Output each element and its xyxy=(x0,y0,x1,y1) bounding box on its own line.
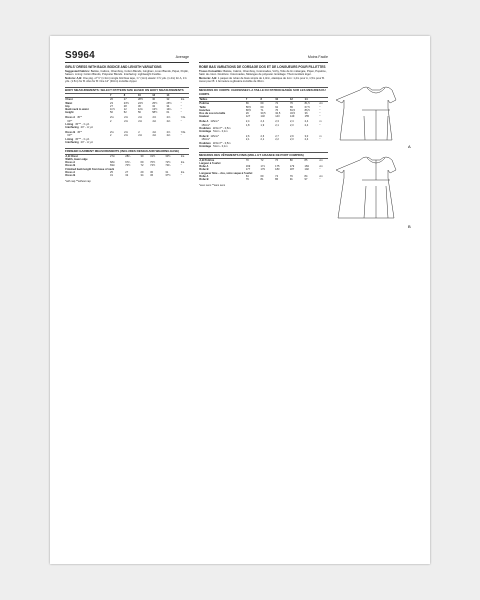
finished-value: 179 xyxy=(289,165,295,169)
fabric-width: 150cm* xyxy=(201,123,211,127)
yardage-value: 2⅝ xyxy=(166,116,171,120)
measurement-value: " xyxy=(180,108,182,112)
measurement-label: Dos du cou à la taille xyxy=(199,112,226,116)
english-column xyxy=(65,50,189,183)
measurement-value: 86,5 xyxy=(304,108,310,112)
finished-value: 70½ xyxy=(125,164,131,168)
measurement-value: 29 xyxy=(245,112,249,116)
fabric-width: 115cm** - 0,5m xyxy=(212,141,231,145)
finished-chest-value: 33½ xyxy=(165,154,171,158)
measurement-value: 132 xyxy=(260,115,265,119)
fabrics-text: Suggested Fabrics: Batiste, Calicos, Chambray, Cotton Blends, Gingham, Linen Blends, Piqué, Poplin, Sateen. Lining: Cotton Blends, Polyester Blends. Interfacing: Lightweight Fusible. xyxy=(65,69,189,77)
length-label: Robe A xyxy=(199,174,209,178)
length-value: " xyxy=(319,178,321,182)
length-value: " xyxy=(180,174,182,178)
length-value: 27 xyxy=(125,170,129,174)
yardage-value: 2,9 xyxy=(289,135,294,139)
length-heading: Longueur finie – dos, votre saque à l'ourlet xyxy=(199,171,253,175)
measurement-value: 71 xyxy=(260,108,264,112)
finished-value: 183 xyxy=(275,168,280,172)
english-header xyxy=(65,50,189,63)
yardage-value: 2,6 xyxy=(245,135,250,139)
yardage-value xyxy=(124,141,138,144)
length-value: 74 xyxy=(275,174,279,178)
finished-value: 73¼ xyxy=(165,164,171,168)
length-label: Robe B xyxy=(199,178,209,182)
size-header-label: Tailles xyxy=(199,98,245,102)
length-value: 81 xyxy=(260,178,264,182)
length-heading: Finished back length from base of neck xyxy=(65,167,115,171)
view-name: Dress B xyxy=(65,131,76,135)
yardage-value xyxy=(275,145,290,148)
view-b-label: B xyxy=(408,224,411,229)
measurement-value: cm xyxy=(319,102,323,106)
measurement-value: 32 xyxy=(166,98,170,102)
length-value: 37½ xyxy=(165,174,171,178)
size-header-cell: 12 xyxy=(152,94,166,98)
measurement-value: 61 xyxy=(166,111,170,115)
measurement-value: 34,5 xyxy=(289,112,295,116)
measurement-value: 52 xyxy=(123,111,127,115)
notions-text: Notions: A,B: One pkg. of ½" (1.3cm) single fold bias tape, ¾" (1cm) elastic: 1½ yds. (1.4m) for A, 1⅝ yds. (1.5m) for B. Also for B: One 12" (30cm) invisible zipper. xyxy=(65,77,187,84)
garment-title-fr: ROBE BAS VARIATIONS DE CORSAGE DOS ET DE LONGUEURS POUR FILLETTES xyxy=(199,65,326,69)
fabric-width: 60"* xyxy=(67,134,73,138)
finished-measurements-heading-fr: MESURES DES VÊTEMENTS FINIS (MOLL ET AISANCE DE PORT COMPRIS) xyxy=(199,152,328,159)
yardage-value: 2⅛ xyxy=(124,131,128,135)
measurement-label: Hanches xyxy=(199,108,211,112)
length-value: Ins. xyxy=(180,170,185,174)
view-a-label: A xyxy=(408,144,411,149)
length-value: 25 xyxy=(110,170,113,174)
measurement-value: 12¾ xyxy=(137,108,144,112)
yardage-value: 2⅛ xyxy=(138,116,142,120)
measurement-value: 34 xyxy=(166,104,170,108)
size-header-cell: 10 xyxy=(275,98,290,102)
yardage-value: 2,4 xyxy=(304,123,309,127)
finished-value: cm xyxy=(319,165,323,169)
finished-label: Dress A xyxy=(65,161,76,165)
fabric-width: 51cm - 0,1m xyxy=(213,145,228,149)
finished-value: 192 xyxy=(304,168,309,172)
yardage-value: " xyxy=(180,119,182,123)
measurement-label: Taille xyxy=(199,105,206,109)
yardage-value: m xyxy=(319,135,322,139)
measurement-value: " xyxy=(319,108,321,112)
body-measurements-heading: BODY MEASUREMENTS: SELECT PATTERN SIZE BASED ON BODY MEASUREMENTS xyxy=(65,87,189,94)
size-header-cell: 8 xyxy=(123,94,137,98)
finished-value: 187 xyxy=(289,168,295,172)
skill-level: Average xyxy=(175,55,189,59)
finished-chest-value: 70 xyxy=(245,158,249,162)
finished-measurements-table xyxy=(65,155,189,178)
yardage-value: 2,3 xyxy=(289,123,294,127)
view-name: Interfacing xyxy=(65,126,79,130)
finished-value: 68¼ xyxy=(110,161,116,165)
finished-chest-value: 76 xyxy=(275,158,279,162)
view-name: Doublure xyxy=(199,126,211,130)
measurement-value: Ins. xyxy=(180,98,185,102)
yardage-value xyxy=(245,145,260,148)
body-measurements-heading-fr: MESURES DU CORPS: CHOISISSEZ LA TAILLE DU PATRON BASÉE SUR LES MESURES DU CORPS xyxy=(199,87,328,98)
yardage-value xyxy=(319,145,328,148)
length-value: 34 xyxy=(140,174,144,178)
finished-chest-value: cm xyxy=(319,158,323,162)
body-measurements-table xyxy=(65,94,189,115)
finished-chest-value: 28¼ xyxy=(125,154,131,158)
measurement-value: 127 xyxy=(245,115,251,119)
width-heading: Width, lower edge xyxy=(65,157,88,161)
view-name: Entoilage xyxy=(199,130,212,134)
measurement-label: Hauteur xyxy=(199,115,210,119)
measurement-value: 27 xyxy=(123,98,127,102)
size-header-cell: 10 xyxy=(138,94,152,98)
finished-value: 72 xyxy=(140,164,144,168)
measurement-label: Chest xyxy=(65,98,73,102)
fabric-width: 45"** - ⅝ yd. xyxy=(75,137,90,141)
yardage-value: 2⅝ xyxy=(152,116,157,120)
length-label: Dress B xyxy=(65,174,76,178)
yardage-value: 2⅝ xyxy=(166,131,171,135)
yardage-value: 2 xyxy=(138,131,140,135)
size-header-cell: 14 xyxy=(304,98,319,102)
finished-length-row xyxy=(199,178,328,181)
finished-chest-value: 80 xyxy=(289,158,293,162)
view-name: Interfacing xyxy=(65,141,79,145)
measurement-value: 149 xyxy=(289,115,295,119)
length-value: cm xyxy=(319,174,323,178)
fabric-width: 115cm* xyxy=(210,120,219,124)
fabrics-text-fr: Tissus Conseillés: Batiste, Calicot, Chambray, Cotonnades, Vichy, Toile de lin mélangée, Piqué, Popeline, Satin de coton. Doublure: Cotonnades, Mélanges de polyester. Entoilage: Thermocollant léger. xyxy=(199,69,327,77)
measurement-value: 155 xyxy=(304,115,309,119)
yardage-value: " xyxy=(319,138,321,142)
measurement-value: 13½ xyxy=(152,108,158,112)
yardage-value: 2⅛ xyxy=(124,116,128,120)
yardage-table xyxy=(65,115,189,145)
measurement-value: 26½ xyxy=(166,101,172,105)
size-header-cell: 8 xyxy=(260,98,275,102)
fabric-width: 115cm* xyxy=(210,135,220,139)
measurement-value: 28 xyxy=(123,104,127,108)
measurement-value: 60 xyxy=(260,105,264,109)
measurement-label: Height xyxy=(65,111,74,115)
length-value: 97 xyxy=(304,178,308,182)
finished-chest-value: 30 xyxy=(140,154,144,158)
yardage-value: 3,0 xyxy=(304,135,309,139)
finished-value: 184 xyxy=(304,165,309,169)
yardage-value: 2,4 xyxy=(289,120,294,124)
size-header-cell: 14 xyxy=(166,94,180,98)
yardage-row xyxy=(199,145,328,148)
fabric-width: 150cm* xyxy=(201,138,211,142)
yardage-value xyxy=(290,145,305,148)
measurement-value: 12 xyxy=(123,108,127,112)
measurement-value: 32,5 xyxy=(275,112,281,116)
yardage-value xyxy=(152,141,166,144)
length-value: 64 xyxy=(245,174,249,178)
measurement-value: 76 xyxy=(289,102,293,106)
finished-value: 72½ xyxy=(165,161,171,165)
yardage-value: 2⅛ xyxy=(138,134,142,138)
yardage-value: 2⅛ xyxy=(152,119,157,123)
measurement-label: Back neck to waist xyxy=(65,108,89,112)
finished-measurements-table-fr xyxy=(199,159,328,182)
measurement-value: 58½ xyxy=(152,111,158,115)
fabric-width: 20" - ⅛ yd. xyxy=(80,141,94,145)
yardage-row xyxy=(65,141,189,144)
yardage-value: m xyxy=(319,120,322,124)
finished-value: Ins. xyxy=(180,161,185,165)
pattern-envelope-back xyxy=(50,36,430,564)
measurement-value: " xyxy=(319,112,321,116)
yardage-value: 2,1 xyxy=(260,138,265,142)
yardage-value xyxy=(180,141,189,144)
yardage-value xyxy=(260,145,275,148)
measurement-value: " xyxy=(180,101,182,105)
measurement-value: 36 xyxy=(304,112,308,116)
measurement-value: 143 xyxy=(275,115,280,119)
notions-text-fr: Mercerie: A,B: 1 paquet de ruban de biais simple de 1,3cm, élastique de 1cm: 1,4m pour A, 1,5m pour B. Aussi pour B: 1 fermeture à glissière invisible de 30cm. xyxy=(199,77,325,84)
yardage-value: 2,1 xyxy=(245,138,250,142)
measurement-value: 72 xyxy=(275,102,279,106)
yardage-label xyxy=(199,145,245,148)
yardage-value: 2,3 xyxy=(275,120,279,124)
yardage-value: 2,7 xyxy=(275,135,279,139)
measurement-value: " xyxy=(319,115,321,119)
garment-title: GIRLS' DRESS WITH BACK BODICE AND LENGTH VARIATIONS xyxy=(65,65,162,69)
measurement-value: 30,5 xyxy=(260,112,266,116)
size-header-cell: 7 xyxy=(245,98,260,102)
finished-chest-label: A,B Chest xyxy=(65,154,78,158)
yardage-value xyxy=(138,141,152,144)
length-value: 31 xyxy=(110,174,113,178)
yardage-value: 2⅛ xyxy=(152,131,157,135)
measurement-value: 69 xyxy=(260,102,264,106)
measurement-value: 62 xyxy=(275,105,279,109)
yardage-value xyxy=(166,141,180,144)
view-name: Robe A xyxy=(199,120,209,124)
finished-measurements-heading: FINISHED GARMENT MEASUREMENTS (INCLUDES DESIGN AND WEARING EASE) xyxy=(65,148,189,155)
view-name: Lining xyxy=(65,122,74,126)
measurement-value: 58,5 xyxy=(245,105,251,109)
view-name: Robe B xyxy=(199,135,209,139)
measurement-value: 81,5 xyxy=(304,102,310,106)
measurement-value: 81,5 xyxy=(289,108,295,112)
yardage-value: 2⅛ xyxy=(124,134,128,138)
measurement-value: 66 xyxy=(245,102,249,106)
yardage-value xyxy=(110,141,124,144)
length-value: 91 xyxy=(289,178,293,182)
finished-value: 69 xyxy=(140,161,144,165)
finished-chest-value: 72 xyxy=(260,158,264,162)
length-value: 36 xyxy=(150,174,154,178)
length-value: 29 xyxy=(140,170,144,174)
yardage-value: 2⅛ xyxy=(110,116,114,120)
dress-flat-sketches xyxy=(334,82,424,232)
view-b-dress-sketch xyxy=(336,157,396,218)
measurement-value: 76 xyxy=(275,108,279,112)
yardage-label xyxy=(65,141,110,144)
fabric-width: 20" - ⅛ yd. xyxy=(80,126,94,130)
pattern-number: S9964 xyxy=(65,50,95,61)
measurement-value: 68,5 xyxy=(245,108,251,112)
technical-drawings xyxy=(334,82,424,232)
fabric-width: 115cm** - 0,5m xyxy=(212,126,231,130)
yardage-value: 2,3 xyxy=(289,138,294,142)
yardage-value: " xyxy=(319,123,321,127)
yardage-value: Yds. xyxy=(180,131,186,135)
finished-value: " xyxy=(180,164,182,168)
finished-label: Robe B xyxy=(199,168,209,172)
yardage-value: 2,4 xyxy=(260,120,265,124)
finished-value: 67¼ xyxy=(125,161,131,165)
measurement-value: 14¼ xyxy=(166,108,172,112)
yardage-value: 2,4 xyxy=(245,120,250,124)
view-name: Entoilage xyxy=(199,145,212,149)
yardage-value: 2⅛ xyxy=(166,134,171,138)
measurement-value: 25½ xyxy=(152,101,158,105)
finished-value: 70½ xyxy=(150,161,156,165)
length-value: 69 xyxy=(260,174,264,178)
yardage-value: 1,8 xyxy=(245,123,250,127)
measurement-value: 23½ xyxy=(123,101,129,105)
measurement-value: 23 xyxy=(110,101,113,105)
length-value: 84 xyxy=(304,174,308,178)
fabric-width: 45"* xyxy=(77,131,83,135)
footnote: *with nap **without nap xyxy=(65,179,91,183)
width-heading: Largeur à l'ourlet xyxy=(199,161,221,165)
fabric-width: 51cm - 0,1m xyxy=(213,130,228,134)
skill-level-fr: Moins Facile xyxy=(307,55,328,59)
yardage-table-fr xyxy=(199,119,328,149)
length-value: 79 xyxy=(245,178,249,182)
length-value: 32 xyxy=(125,174,129,178)
yardage-value: 2,2 xyxy=(275,138,279,142)
measurement-value: 27 xyxy=(110,104,113,108)
yardage-value: 2 xyxy=(110,134,112,138)
measurement-value: 24½ xyxy=(137,101,144,105)
finished-label: Robe A xyxy=(199,165,209,169)
finished-length-row xyxy=(65,174,189,177)
yardage-value: 2,6 xyxy=(260,135,265,139)
finished-value: 169 xyxy=(245,165,251,169)
finished-chest-value: 27¼ xyxy=(110,154,116,158)
measurement-value: 50 xyxy=(110,111,113,115)
yardage-value: 2⅛ xyxy=(152,134,157,138)
finished-value: 72½ xyxy=(150,164,156,168)
yardage-value: 2 xyxy=(110,119,112,123)
yardage-value: Yds. xyxy=(180,116,186,120)
size-header-cell: 7 xyxy=(110,94,124,98)
finished-value: 175 xyxy=(275,165,280,169)
yardage-value: 2⅛ xyxy=(138,119,142,123)
measurement-value: " xyxy=(319,105,321,109)
yardage-value: 1,9 xyxy=(260,123,265,127)
yardage-value: 2,1 xyxy=(275,123,279,127)
finished-chest-value: Ins. xyxy=(180,154,185,158)
measurement-label: Waist xyxy=(65,101,73,105)
fabric-width: 45"** - ⅝ yd. xyxy=(75,122,90,126)
fabric-width: 60"* xyxy=(67,119,73,123)
length-label: Dress A xyxy=(65,170,76,174)
measurement-value: 67,5 xyxy=(304,105,310,109)
measurement-value: 30 xyxy=(152,98,156,102)
yardage-value: 2⅛ xyxy=(166,119,171,123)
measurement-value: " xyxy=(180,111,182,115)
yardage-value: 2,4 xyxy=(304,120,309,124)
yardage-value xyxy=(304,145,319,148)
length-value: 79 xyxy=(289,174,293,178)
finished-value: 171 xyxy=(260,165,265,169)
fabric-width: 45"* xyxy=(77,116,82,120)
length-value: 86 xyxy=(275,178,279,182)
view-a-dress-sketch xyxy=(336,87,396,140)
finished-chest-label: A,B Poitrine xyxy=(199,158,215,162)
measurement-value: 65 xyxy=(289,105,293,109)
measurement-value: " xyxy=(180,104,182,108)
yardage-value: 2⅛ xyxy=(110,131,114,135)
french-column xyxy=(199,50,328,187)
body-measurements-table-fr xyxy=(199,98,328,119)
measurement-label: Poitrine xyxy=(199,102,210,106)
yardage-value: 2,4 xyxy=(304,138,309,142)
length-value: 31 xyxy=(165,170,169,174)
finished-value: 69¼ xyxy=(110,164,116,168)
measurement-value: 32 xyxy=(152,104,156,108)
length-value: 30 xyxy=(150,170,154,174)
measurement-value: 11½ xyxy=(110,108,115,112)
finished-value: 177 xyxy=(245,168,251,172)
finished-label: Dress B xyxy=(65,164,76,168)
view-name: Lining xyxy=(65,137,74,141)
finished-value: 179 xyxy=(260,168,265,172)
finished-chest-value: 85 xyxy=(304,158,308,162)
measurement-value: 30 xyxy=(137,104,141,108)
footnote-fr: *avec sens **sans sens xyxy=(199,183,226,187)
measurement-value: 28½ xyxy=(137,98,144,102)
yardage-value: 2⅛ xyxy=(124,119,128,123)
measurement-label: Hip xyxy=(65,104,70,108)
measurement-value: 26 xyxy=(110,98,113,102)
measurement-value: 56 xyxy=(137,111,141,115)
finished-value: " xyxy=(319,168,321,172)
finished-chest-value: 31½ xyxy=(150,154,156,158)
size-header-cell: 12 xyxy=(290,98,305,102)
view-name: Dress A xyxy=(65,116,76,120)
yardage-value: " xyxy=(180,134,182,138)
french-header xyxy=(199,50,328,63)
view-name: Doublure xyxy=(199,141,211,145)
